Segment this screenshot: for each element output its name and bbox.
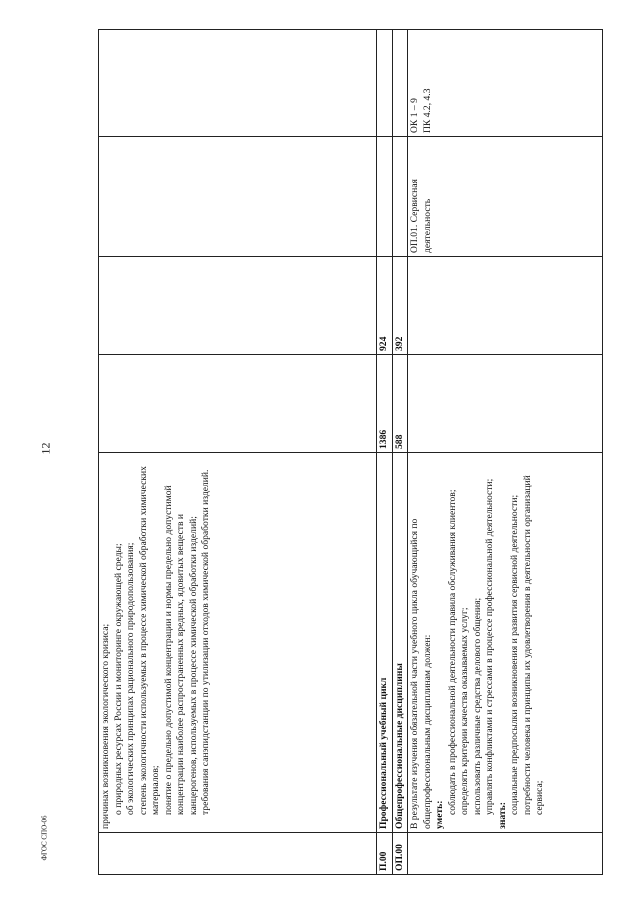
- cell-empty: [408, 257, 603, 355]
- rotated-table-container: [98, 30, 615, 875]
- cell-index-empty: [408, 833, 603, 875]
- znat-heading: знать:: [496, 802, 508, 829]
- cell-index: П.00: [377, 833, 393, 875]
- skill-line: соблюдать в профессиональной деятельности правила обслуживания клиентов;: [446, 489, 458, 815]
- cell-index-empty: [99, 833, 377, 875]
- cell-required-hours: 392: [392, 257, 408, 355]
- skill-line: управлять конфликтами и стрессами в процессе профессиональной деятельности;: [484, 478, 495, 815]
- cell-empty: [392, 137, 408, 257]
- skill-line: использовать различные средства делового общения;: [471, 597, 483, 815]
- ecology-line: понятие о предельно допустимой концентрации и нормы предельно допустимой концентрации наиболее распространенных вредных, ядовитых веществ и канцерогенов, используемых в процессе химической обработки изделий;: [162, 485, 199, 815]
- umet-heading: уметь:: [434, 800, 445, 829]
- table-row-op00: [392, 30, 408, 875]
- skill-line: определять критерии качества оказываемых услуг;: [459, 607, 470, 815]
- cell-empty: [377, 137, 393, 257]
- cell-max-hours: 1386: [377, 355, 393, 453]
- ecology-line: об экологических принципах рационального природопользования;: [125, 542, 136, 815]
- cell-empty: [392, 30, 408, 137]
- cell-index: ОП.00: [392, 833, 408, 875]
- cell-cycle-title: Общепрофессиональные дисциплины: [392, 453, 408, 833]
- cell-discipline-name: ОП.01. Сервисная деятельность: [408, 137, 603, 257]
- ecology-line: о природных ресурсах России и мониторинге окружающей среды;: [112, 543, 124, 815]
- cell-required-hours: 924: [377, 257, 393, 355]
- cell-max-hours: 588: [392, 355, 408, 453]
- cell-competency-codes: ОК 1 – 9 ПК 4.2, 4.3: [408, 30, 603, 137]
- cell-empty: [377, 30, 393, 137]
- page-number: 12: [38, 442, 53, 455]
- knowledge-line: социальные предпосылки возникновения и развития сервисной деятельности;: [509, 494, 520, 815]
- table-row-op01: [408, 30, 603, 875]
- cell-empty: [99, 137, 377, 257]
- footer-label: ФГОС СПО-06: [40, 815, 49, 861]
- cell-empty: [408, 355, 603, 453]
- curriculum-table: [98, 29, 603, 875]
- ecology-line: требования санэпидстанции по утилизации отходов химической обработки изделий.: [200, 469, 211, 815]
- op01-intro: В результате изучения обязательной части учебного цикла обучающийся по общепрофессиональным дисциплинам должен:: [409, 518, 433, 829]
- cell-cycle-title: Профессиональный учебный цикл: [377, 453, 393, 833]
- cell-ecology-text: [99, 453, 377, 833]
- table-row-p00: [377, 30, 393, 875]
- ecology-line: степень экологичности используемых в процессе химической обработки химических материалов;: [137, 466, 161, 815]
- cell-empty: [99, 355, 377, 453]
- table-row-ecology: [99, 30, 377, 875]
- ecology-line: причинах возникновения экологического кризиса;: [100, 623, 111, 829]
- cell-op01-text: [408, 453, 603, 833]
- cell-empty: [99, 257, 377, 355]
- knowledge-line: потребности человека и принципы их удовлетворения в деятельности организаций сервиса;: [521, 475, 545, 815]
- cell-empty: [99, 30, 377, 137]
